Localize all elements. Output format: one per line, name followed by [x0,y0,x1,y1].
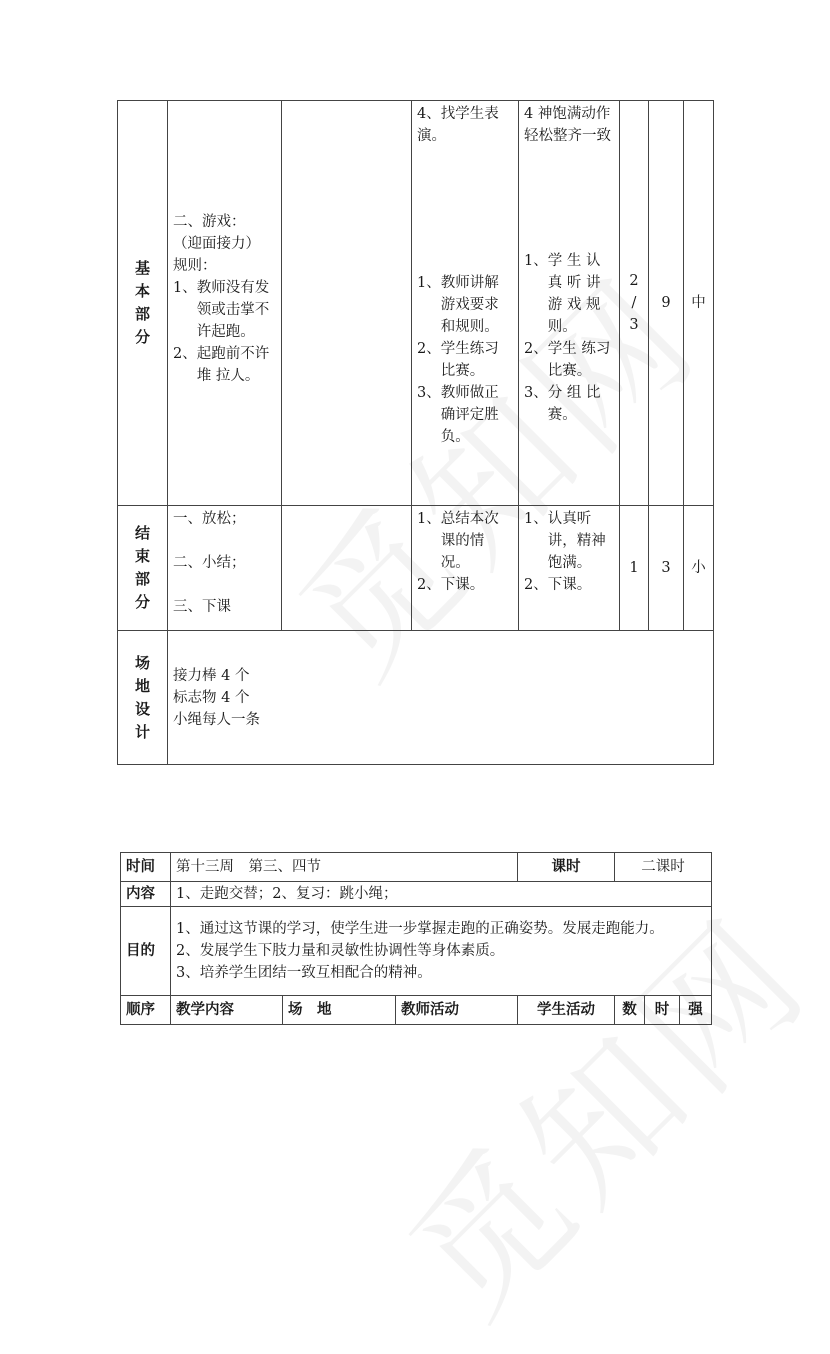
basic-content-cell [168,101,282,506]
rule-item: 1、 教师没有发领或击掌不许起跑。 [173,280,270,340]
equipment-line: 接力棒 4 个 [173,667,250,684]
header-venue: 场 地 [283,996,396,1025]
content-label: 内容 [121,882,171,907]
ending-count-cell: 1 [620,506,649,631]
ending-teacher-cell [412,506,519,631]
goal-line: 2、发展学生下肢力量和灵敏性协调性等身体素质。 [176,943,505,959]
ending-time-cell: 3 [649,506,684,631]
basic-venue-cell [282,101,412,506]
content-row [121,882,712,907]
ending-item: 二、小结； [173,555,246,571]
period-value: 二课时 [615,853,712,882]
venue-section-label: 场 地 设 计 [118,631,168,765]
header-content: 教学内容 [171,996,283,1025]
header-count: 数 [615,996,645,1025]
time-value: 第十三周 第三、四节 [171,853,518,882]
basic-section-row [118,101,714,506]
student-top-item: 4 神饱满动作轻松整齐一致 [524,106,611,144]
rule-item: 2、 起跑前不许 堆 拉人。 [173,346,270,384]
ending-intensity-cell: 小 [684,506,714,631]
ending-content-cell [168,506,282,631]
header-intensity: 强 [680,996,712,1025]
time-row [121,853,712,882]
period-label: 课时 [518,853,615,882]
teacher-item: 1、 总结本次课的情况。 [417,511,499,571]
venue-design-row [118,631,714,765]
basic-student-cell [519,101,620,506]
header-order: 顺序 [121,996,171,1025]
game-name: （迎面接力） [173,236,260,252]
student-item: 3、 分 组 比赛。 [524,385,601,423]
content-value: 1、走跑交替；2、复习：跳小绳； [171,882,712,907]
basic-section-label: 基 本 部 分 [118,101,168,506]
time-label: 时间 [121,853,171,882]
basic-count-cell: 2 / 3 [620,101,649,506]
basic-intensity-cell: 中 [684,101,714,506]
rules-label: 规则： [173,258,217,274]
basic-teacher-cell [412,101,519,506]
basic-time-cell: 9 [649,101,684,506]
equipment-line: 标志物 4 个 [173,689,250,706]
game-title: 二、游戏： [173,214,246,230]
ending-item: 三、下课 [173,599,231,615]
header-time: 时 [645,996,680,1025]
teacher-item: 2、 学生练习比赛。 [417,341,499,379]
venue-design-cell [168,631,714,765]
goal-line: 3、培养学生团结一致互相配合的精神。 [176,965,432,981]
teacher-item: 3、 教师做正确评定胜负。 [417,385,499,445]
goal-value [171,907,712,996]
lesson-header-table [120,852,712,1025]
goal-row [121,907,712,996]
student-item: 2、 学生 练习比赛。 [524,341,611,379]
ending-student-cell [519,506,620,631]
teacher-item: 1、 教师讲解游戏要求和规则。 [417,275,499,335]
lesson-plan-table [117,100,714,765]
student-item: 1、 认真听讲，精神饱满。 [524,511,606,571]
teacher-item: 2、 下课。 [417,577,485,593]
ending-section-row [118,506,714,631]
ending-venue-cell [282,506,412,631]
header-student: 学生活动 [518,996,615,1025]
goal-line: 1、通过这节课的学习，使学生进一步掌握走跑的正确姿势。发展走跑能力。 [176,921,664,937]
student-item: 1、 学 生 认真 听 讲游 戏 规则。 [524,253,601,335]
teacher-top-item: 4、找学生表演。 [417,106,499,144]
column-header-row [121,996,712,1025]
ending-section-label: 结 束 部 分 [118,506,168,631]
header-teacher: 教师活动 [396,996,518,1025]
ending-item: 一、放松； [173,511,246,527]
goal-label: 目的 [121,907,171,996]
student-item: 2、 下课。 [524,577,592,593]
equipment-line: 小绳每人一条 [173,711,260,728]
